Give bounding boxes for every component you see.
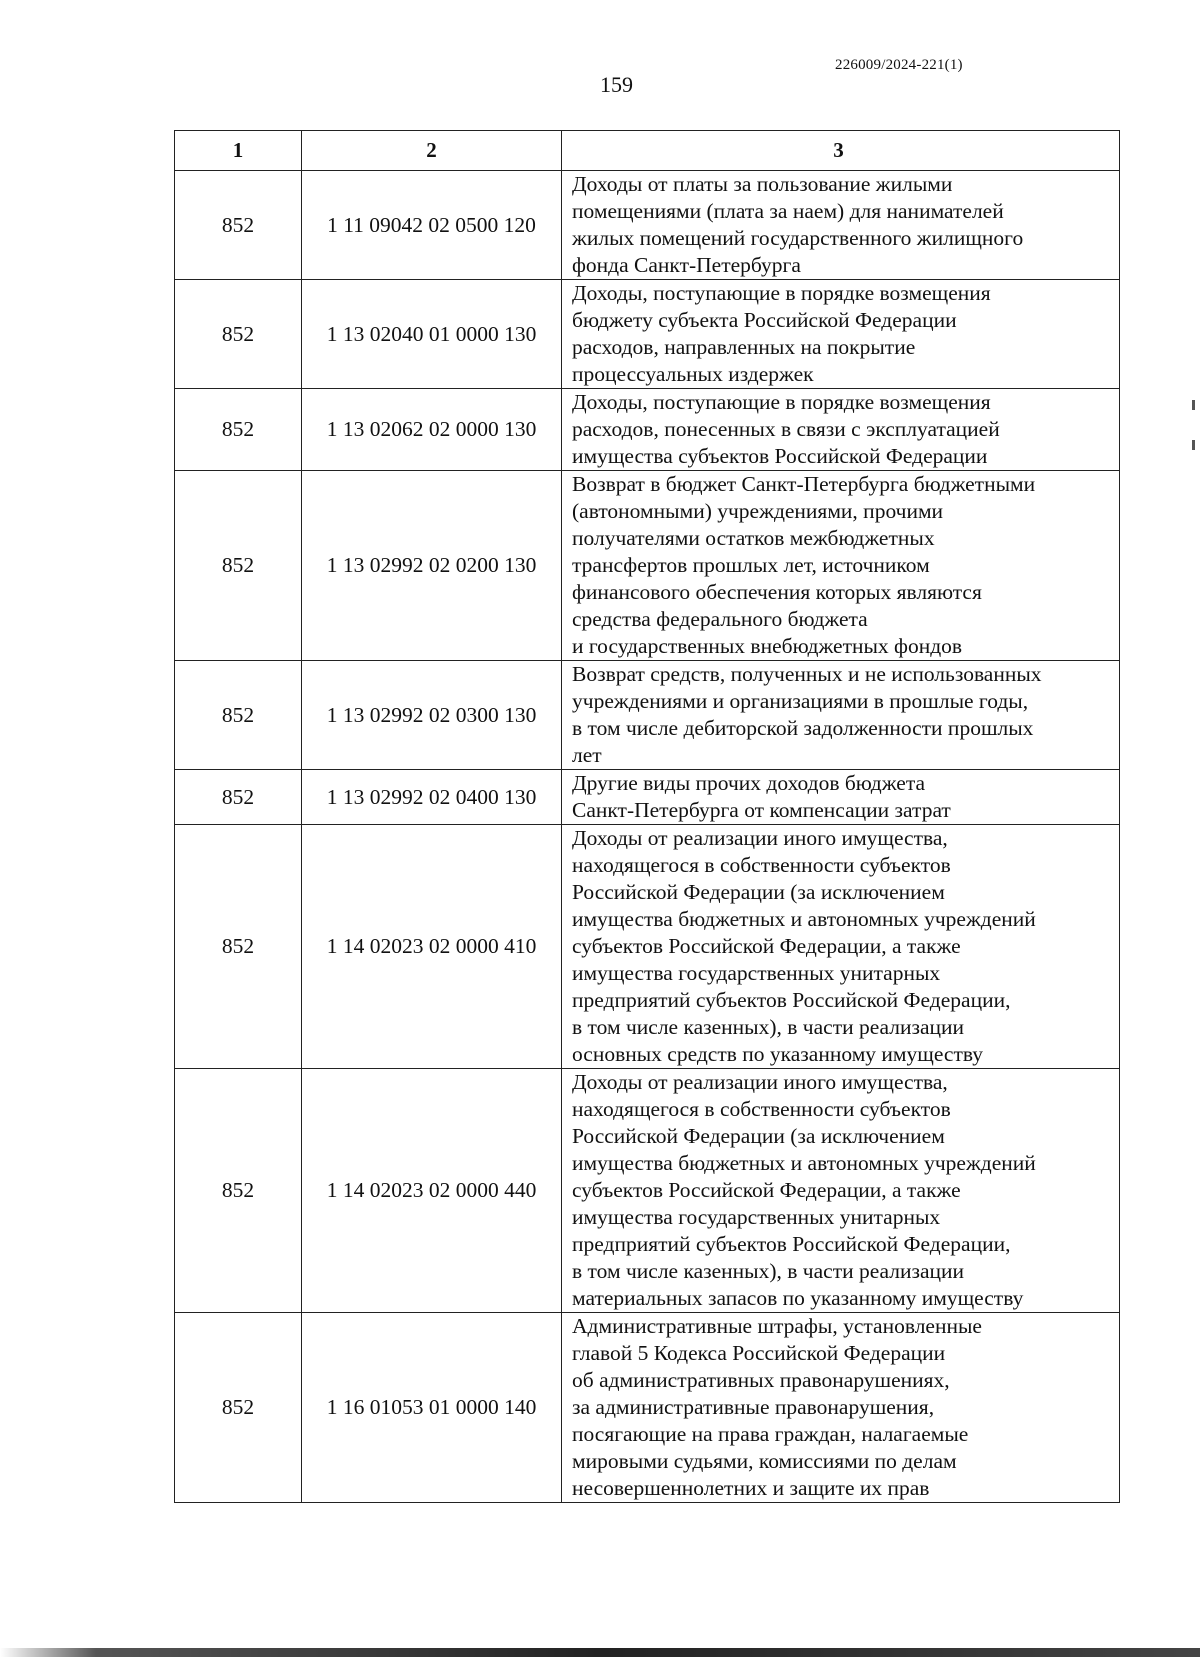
revenue-description-cell: Доходы, поступающие в порядке возмещения бюджету субъекта Российской Федерации расходов, направленных на покрытие процессуальных издержек xyxy=(562,280,1120,389)
admin-code-cell: 852 xyxy=(175,1069,302,1313)
admin-code-cell: 852 xyxy=(175,825,302,1069)
revenue-description-cell: Административные штрафы, установленные главой 5 Кодекса Российской Федерации об административных правонарушениях, за административные правонарушения, посягающие на права граждан, налагаемые мировыми судьями, комиссиями по делам несовершеннолетних и защите их прав xyxy=(562,1313,1120,1503)
admin-code-cell: 852 xyxy=(175,661,302,770)
admin-code-cell: 852 xyxy=(175,171,302,280)
table-row xyxy=(175,389,1120,471)
column-header-1: 1 xyxy=(175,131,302,171)
column-header-3: 3 xyxy=(562,131,1120,171)
revenue-code-cell: 1 13 02062 02 0000 130 xyxy=(302,389,562,471)
table-row xyxy=(175,661,1120,770)
revenue-code-cell: 1 11 09042 02 0500 120 xyxy=(302,171,562,280)
budget-revenue-table xyxy=(174,130,1120,1503)
document-id: 226009/2024-221(1) xyxy=(835,57,963,73)
revenue-description-cell: Другие виды прочих доходов бюджета Санкт-Петербурга от компенсации затрат xyxy=(562,770,1120,825)
revenue-description-cell: Доходы от платы за пользование жилыми помещениями (плата за наем) для нанимателей жилых помещений государственного жилищного фонда Санкт-Петербурга xyxy=(562,171,1120,280)
admin-code-cell: 852 xyxy=(175,389,302,471)
table-row xyxy=(175,770,1120,825)
revenue-description-cell: Доходы от реализации иного имущества, находящегося в собственности субъектов Российской Федерации (за исключением имущества бюджетных и автономных учреждений субъектов Российской Федерации, а также имущества государственных унитарных предприятий субъектов Российской Федерации, в том числе казенных), в части реализации основных средств по указанному имуществу xyxy=(562,825,1120,1069)
column-header-2: 2 xyxy=(302,131,562,171)
page-number: 159 xyxy=(600,72,633,97)
admin-code-cell: 852 xyxy=(175,1313,302,1503)
table-row xyxy=(175,825,1120,1069)
revenue-code-cell: 1 13 02992 02 0200 130 xyxy=(302,471,562,661)
scan-bottom-edge xyxy=(0,1648,1200,1657)
admin-code-cell: 852 xyxy=(175,770,302,825)
table-row xyxy=(175,471,1120,661)
revenue-description-cell: Доходы от реализации иного имущества, находящегося в собственности субъектов Российской Федерации (за исключением имущества бюджетных и автономных учреждений субъектов Российской Федерации, а также имущества государственных унитарных предприятий субъектов Российской Федерации, в том числе казенных), в части реализации материальных запасов по указанному имуществу xyxy=(562,1069,1120,1313)
revenue-code-cell: 1 16 01053 01 0000 140 xyxy=(302,1313,562,1503)
scan-margin-mark xyxy=(1192,440,1195,450)
admin-code-cell: 852 xyxy=(175,280,302,389)
revenue-code-cell: 1 13 02992 02 0300 130 xyxy=(302,661,562,770)
revenue-description-cell: Возврат средств, полученных и не использованных учреждениями и организациями в прошлые годы, в том числе дебиторской задолженности прошлых лет xyxy=(562,661,1120,770)
revenue-code-cell: 1 14 02023 02 0000 440 xyxy=(302,1069,562,1313)
revenue-description-cell: Возврат в бюджет Санкт-Петербурга бюджетными (автономными) учреждениями, прочими получателями остатков межбюджетных трансфертов прошлых лет, источником финансового обеспечения которых являются средства федерального бюджета и государственных внебюджетных фондов xyxy=(562,471,1120,661)
revenue-code-cell: 1 14 02023 02 0000 410 xyxy=(302,825,562,1069)
scan-margin-mark xyxy=(1192,400,1195,410)
table-row xyxy=(175,1069,1120,1313)
revenue-code-cell: 1 13 02040 01 0000 130 xyxy=(302,280,562,389)
table-row xyxy=(175,1313,1120,1503)
admin-code-cell: 852 xyxy=(175,471,302,661)
table-row xyxy=(175,171,1120,280)
table-header-row xyxy=(175,131,1120,171)
revenue-description-cell: Доходы, поступающие в порядке возмещения расходов, понесенных в связи с эксплуатацией имущества субъектов Российской Федерации xyxy=(562,389,1120,471)
table-row xyxy=(175,280,1120,389)
revenue-code-cell: 1 13 02992 02 0400 130 xyxy=(302,770,562,825)
